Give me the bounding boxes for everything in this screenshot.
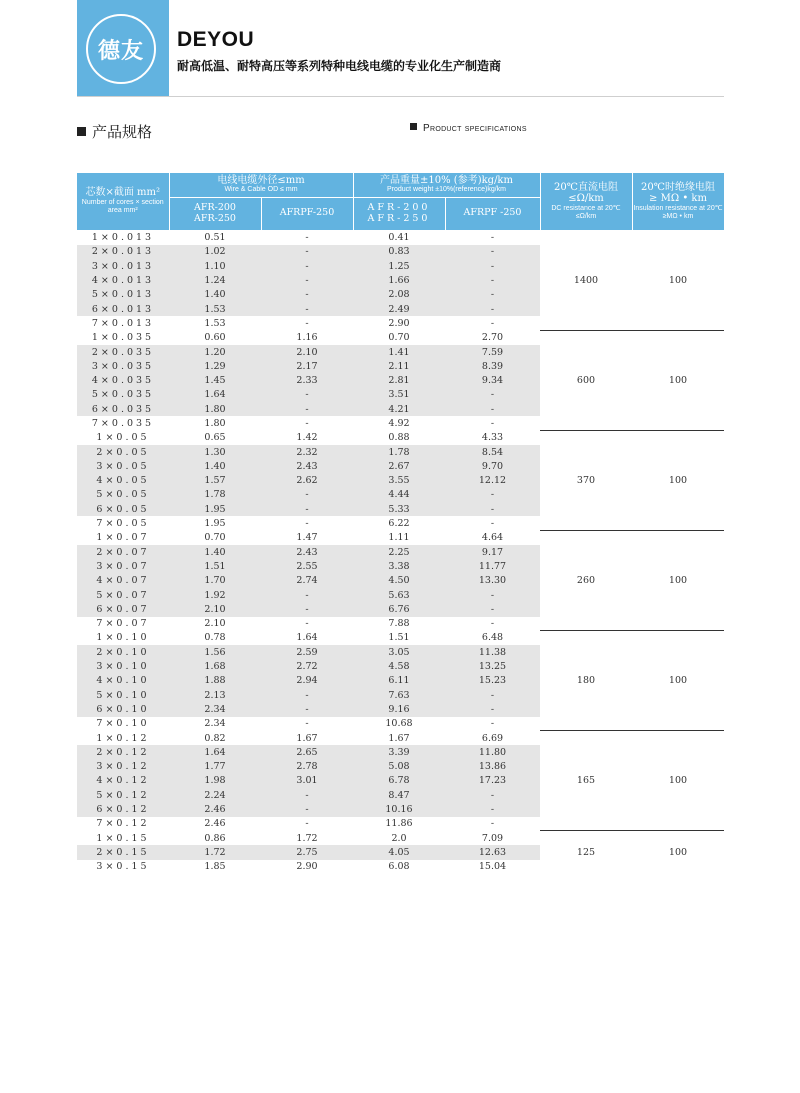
cell-od-afrpf: 2.17 [261,359,353,373]
cell-od-afrpf: 2.32 [261,445,353,459]
cell-spec: 7×0.10 [96,718,150,730]
cell-od-afrpf: - [261,388,353,402]
cell-od-afrpf: - [305,818,309,830]
cell-od-afrpf: - [261,788,353,802]
cell-od-afr: 1.95 [204,518,226,530]
cell-wt-afrpf: - [490,232,495,244]
cell-spec: 6×0.035 [77,402,169,416]
spec-table-body [77,230,724,874]
cell-od-afrpf: 2.62 [261,474,353,488]
cell-wt-afrpf: - [490,718,495,730]
cell-spec: 1×0.07 [96,532,150,544]
header-spec [77,173,169,230]
cell-wt-afr: 2.67 [353,459,445,473]
cell-wt-afr: 3.38 [353,559,445,573]
cell-od-afrpf: - [261,402,353,416]
cell-od-afrpf: - [305,317,309,329]
cell-od-afr: 1.51 [169,559,261,573]
header-dc-resistance [540,173,632,230]
section-title-cn-text: 产品规格 [92,123,153,141]
logo-text: 德友 [97,38,144,64]
cell-wt-afrpf: - [445,588,540,602]
cell-wt-afrpf: - [490,317,495,329]
cell-od-afrpf: - [261,259,353,273]
cell-od-afr: 2.34 [204,718,226,730]
cell-od-afrpf: - [261,245,353,259]
cell-insulation: 100 [632,631,724,731]
cell-od-afrpf: 1.64 [296,632,318,644]
cell-wt-afrpf: - [445,273,540,287]
logo-circle [86,14,156,84]
cell-spec: 6×0.12 [77,802,169,816]
header-insulation [632,173,724,230]
cell-od-afr: 1.80 [204,418,226,429]
cell-wt-afr: 0.83 [353,245,445,259]
cell-wt-afr: 1.25 [353,259,445,273]
cell-od-afr: 1.88 [169,674,261,688]
cell-od-afr: 1.85 [204,861,226,873]
cell-wt-afr: 5.63 [353,588,445,602]
cell-insulation: 100 [632,331,724,431]
cell-wt-afr: 1.51 [388,632,410,644]
header-spec-en: Number of cores × section area mm² [81,198,164,214]
cell-od-afr: 2.46 [204,818,226,830]
cell-wt-afr: 2.49 [353,302,445,316]
header-spec-cn: 芯数×截面 mm² [85,187,161,199]
cell-spec: 4×0.07 [77,574,169,588]
cell-od-afr: 2.34 [169,702,261,716]
cell-od-afr: 2.46 [169,802,261,816]
table-row [77,731,724,745]
cell-wt-afrpf: 11.77 [445,559,540,573]
cell-spec: 5×0.07 [77,588,169,602]
cell-od-afr: 1.40 [169,288,261,302]
cell-spec: 7×0.12 [96,818,150,830]
cell-wt-afrpf: - [445,788,540,802]
cell-od-afr: 0.51 [204,232,226,244]
cell-wt-afr: 8.47 [353,788,445,802]
cell-wt-afr: 2.11 [353,359,445,373]
cell-wt-afr: 2.25 [353,545,445,559]
cell-wt-afrpf: 13.86 [445,759,540,773]
cell-dc-resistance: 370 [540,431,632,531]
cell-wt-afr: 0.88 [388,432,410,444]
cell-wt-afrpf: - [490,818,495,830]
header-wt-afrpf: AFRPF -250 [445,197,540,230]
cell-wt-afrpf: - [445,388,540,402]
cell-wt-afrpf: 6.69 [481,732,504,744]
header-od-afr200: AFR-200 [194,201,236,213]
cell-wt-afr: 3.51 [353,388,445,402]
cell-spec: 6×0.10 [77,702,169,716]
cell-spec: 3×0.035 [77,359,169,373]
cell-od-afr: 1.98 [169,774,261,788]
header-ins-cn: 20℃时绝缘电阻 [641,181,715,193]
cell-od-afrpf: 2.65 [261,745,353,759]
cell-wt-afr: 2.0 [391,832,407,844]
cell-wt-afrpf: 17.23 [445,774,540,788]
cell-wt-afrpf: 2.70 [481,332,504,344]
header-wt-afr250: AFR-250 [367,212,431,224]
cell-spec: 4×0.05 [77,474,169,488]
brand-name: DEYOU [177,28,255,51]
header-wt-afr200: AFR-200 [367,201,431,213]
header-od-cn: 电线电缆外径≤mm [217,174,305,186]
cell-wt-afr: 6.78 [353,774,445,788]
cell-od-afr: 0.65 [204,432,226,444]
cell-spec: 5×0.013 [77,288,169,302]
cell-wt-afrpf: - [445,288,540,302]
cell-spec: 4×0.12 [77,774,169,788]
cell-wt-afr: 0.70 [388,332,410,344]
cell-wt-afr: 3.39 [353,745,445,759]
cell-od-afr: 2.10 [169,602,261,616]
cell-od-afrpf: 1.16 [296,332,318,344]
cell-od-afr: 1.40 [169,459,261,473]
cell-wt-afr: 5.33 [353,502,445,516]
cell-spec: 2×0.15 [77,845,169,859]
cell-od-afr: 0.86 [204,832,226,844]
cell-od-afr: 1.10 [169,259,261,273]
cell-wt-afr: 4.92 [388,418,410,429]
company-tagline: 耐高低温、耐特高压等系列特种电线电缆的专业化生产制造商 [177,59,502,73]
cell-od-afrpf: - [261,702,353,716]
cell-wt-afrpf: - [445,702,540,716]
cell-od-afr: 1.92 [169,588,261,602]
cell-spec: 7×0.035 [91,418,155,429]
cell-spec: 5×0.10 [77,688,169,702]
cell-spec: 4×0.035 [77,373,169,387]
header-od-en: Wire & Cable OD ≤ mm [224,186,298,194]
cell-wt-afr: 10.68 [385,718,413,730]
cell-wt-afr: 11.86 [385,818,413,830]
cell-wt-afr: 5.08 [353,759,445,773]
header-weight-en: Product weight ±10%(reference)kg/km [386,186,506,194]
cell-od-afrpf: 1.67 [296,732,318,744]
cell-od-afrpf: 2.94 [261,674,353,688]
cell-od-afr: 2.10 [204,618,226,630]
cell-wt-afrpf: 11.80 [445,745,540,759]
cell-wt-afrpf: 9.17 [445,545,540,559]
cell-wt-afr: 4.58 [353,659,445,673]
cell-wt-afrpf: - [490,518,495,530]
cell-wt-afr: 1.67 [388,732,410,744]
cell-wt-afrpf: 7.59 [445,345,540,359]
cell-wt-afrpf: 6.48 [481,632,504,644]
cell-wt-afrpf: 4.64 [481,532,504,544]
cell-wt-afrpf: 9.34 [445,373,540,387]
cell-spec: 3×0.15 [96,861,150,873]
spec-table [77,173,725,874]
cell-od-afrpf: - [305,518,309,530]
cell-od-afr: 1.68 [169,659,261,673]
cell-od-afrpf: 1.72 [296,832,318,844]
cell-wt-afrpf: - [490,418,495,429]
cell-wt-afrpf: 15.23 [445,674,540,688]
cell-od-afr: 1.20 [169,345,261,359]
cell-od-afrpf: - [261,802,353,816]
cell-od-afrpf: - [305,618,309,630]
cell-od-afrpf: - [261,302,353,316]
cell-od-afrpf: 2.43 [261,545,353,559]
cell-insulation: 100 [632,731,724,831]
cell-od-afr: 1.64 [169,745,261,759]
header-weight [353,173,540,197]
cell-od-afr: 1.56 [169,645,261,659]
cell-spec: 2×0.013 [77,245,169,259]
cell-wt-afr: 3.55 [353,474,445,488]
cell-wt-afrpf: 4.33 [481,432,504,444]
cell-od-afr: 1.30 [169,445,261,459]
cell-wt-afr: 1.78 [353,445,445,459]
section-title-en [410,123,527,134]
cell-dc-resistance: 125 [540,831,632,874]
cell-spec: 3×0.12 [77,759,169,773]
cell-od-afrpf: - [261,502,353,516]
cell-od-afr: 1.53 [169,302,261,316]
cell-od-afrpf: 2.74 [261,574,353,588]
cell-spec: 5×0.05 [77,488,169,502]
cell-wt-afrpf: - [490,618,495,630]
square-bullet-icon [77,127,86,136]
cell-od-afrpf: 2.78 [261,759,353,773]
cell-od-afrpf: 2.59 [261,645,353,659]
cell-od-afr: 1.53 [204,317,226,329]
cell-od-afr: 1.29 [169,359,261,373]
cell-wt-afr: 7.88 [388,618,410,630]
table-row [77,331,724,345]
table-row [77,431,724,445]
cell-od-afr: 1.70 [169,574,261,588]
cell-wt-afrpf: 13.25 [445,659,540,673]
cell-od-afr: 1.80 [169,402,261,416]
cell-spec: 1×0.035 [91,332,155,344]
cell-od-afrpf: 3.01 [261,774,353,788]
header-dc-en: DC resistance at 20℃ ≤Ω/km [551,204,621,220]
cell-insulation: 100 [632,230,724,331]
cell-spec: 4×0.10 [77,674,169,688]
cell-insulation: 100 [632,531,724,631]
cell-od-afrpf: - [261,602,353,616]
cell-od-afr: 0.70 [204,532,226,544]
cell-dc-resistance: 260 [540,531,632,631]
cell-wt-afr: 0.41 [388,232,410,244]
cell-od-afrpf: 1.47 [296,532,318,544]
cell-insulation: 100 [632,431,724,531]
cell-wt-afr: 7.63 [353,688,445,702]
cell-od-afrpf: - [305,232,309,244]
cell-spec: 1×0.12 [96,732,150,744]
cell-od-afr: 0.78 [204,632,226,644]
cell-wt-afr: 9.16 [353,702,445,716]
cell-wt-afrpf: - [445,402,540,416]
cell-od-afrpf: - [261,688,353,702]
cell-dc-resistance: 1400 [540,230,632,331]
cell-wt-afrpf: - [445,259,540,273]
cell-wt-afrpf: 15.04 [478,861,507,873]
cell-wt-afr: 10.16 [353,802,445,816]
cell-od-afrpf: - [305,418,309,429]
cell-spec: 2×0.12 [77,745,169,759]
cell-od-afrpf: - [261,488,353,502]
cell-spec: 2×0.05 [77,445,169,459]
cell-wt-afr: 4.21 [353,402,445,416]
cell-od-afrpf: - [261,588,353,602]
cell-wt-afr: 3.05 [353,645,445,659]
cell-od-afr: 1.72 [169,845,261,859]
cell-od-afr: 1.64 [169,388,261,402]
header-od [169,173,353,197]
cell-od-afrpf: 2.75 [261,845,353,859]
cell-spec: 1×0.10 [96,632,150,644]
cell-wt-afr: 1.11 [388,532,410,544]
cell-od-afrpf: 2.72 [261,659,353,673]
cell-wt-afr: 2.08 [353,288,445,302]
cell-insulation: 100 [632,831,724,874]
cell-spec: 3×0.10 [77,659,169,673]
cell-od-afr: 1.77 [169,759,261,773]
cell-spec: 6×0.07 [77,602,169,616]
cell-wt-afrpf: - [445,488,540,502]
cell-wt-afr: 6.08 [388,861,410,873]
cell-wt-afrpf: - [445,502,540,516]
cell-wt-afr: 1.41 [353,345,445,359]
cell-wt-afrpf: - [445,302,540,316]
cell-wt-afr: 6.22 [388,518,410,530]
cell-dc-resistance: 180 [540,631,632,731]
cell-spec: 5×0.12 [77,788,169,802]
cell-od-afrpf: 1.42 [296,432,318,444]
table-row [77,531,724,545]
cell-wt-afrpf: 12.63 [445,845,540,859]
header-wt-afr [353,197,445,230]
cell-od-afr: 1.45 [169,373,261,387]
cell-wt-afrpf: 9.70 [445,459,540,473]
cell-od-afr: 1.78 [169,488,261,502]
cell-od-afrpf: 2.33 [261,373,353,387]
cell-wt-afr: 6.76 [353,602,445,616]
cell-spec: 6×0.013 [77,302,169,316]
cell-wt-afr: 6.11 [353,674,445,688]
cell-wt-afrpf: - [445,245,540,259]
cell-dc-resistance: 165 [540,731,632,831]
section-title-cn [77,121,152,142]
cell-spec: 2×0.07 [77,545,169,559]
section-title-en-text: Product specifications [423,123,527,134]
cell-spec: 7×0.013 [91,317,155,329]
cell-od-afr: 1.24 [169,273,261,287]
header-od-afr [169,197,261,230]
cell-spec: 1×0.05 [96,432,150,444]
header-ins-en: Insulation resistance at 20℃ ≥MΩ • km [633,204,723,220]
logo-block [77,0,169,96]
cell-od-afr: 1.02 [169,245,261,259]
cell-spec: 3×0.07 [77,559,169,573]
cell-wt-afrpf: 13.30 [445,574,540,588]
cell-spec: 7×0.05 [96,518,150,530]
cell-od-afrpf: 2.43 [261,459,353,473]
cell-wt-afrpf: 7.09 [481,832,504,844]
header-weight-cn: 产品重量±10% (参考)kg/km [380,174,513,186]
header-ins-cn-unit: ≥ MΩ • km [649,193,707,205]
cell-od-afrpf: - [305,718,309,730]
cell-wt-afrpf: 8.39 [445,359,540,373]
cell-spec: 7×0.07 [96,618,150,630]
cell-wt-afr: 2.90 [388,317,410,329]
cell-od-afr: 2.24 [169,788,261,802]
cell-wt-afr: 4.44 [353,488,445,502]
cell-spec: 1×0.013 [91,232,155,244]
cell-wt-afrpf: - [445,802,540,816]
header-dc-cn-unit: ≤Ω/km [568,193,604,205]
cell-wt-afrpf: 11.38 [445,645,540,659]
cell-spec: 2×0.035 [77,345,169,359]
header-dc-cn: 20℃直流电阻 [554,181,618,193]
cell-dc-resistance: 600 [540,331,632,431]
cell-spec: 5×0.035 [77,388,169,402]
cell-od-afrpf: - [261,288,353,302]
cell-spec: 3×0.05 [77,459,169,473]
cell-spec: 2×0.10 [77,645,169,659]
cell-od-afrpf: 2.10 [261,345,353,359]
cell-wt-afr: 2.81 [353,373,445,387]
cell-spec: 4×0.013 [77,273,169,287]
cell-od-afrpf: - [261,273,353,287]
cell-spec: 6×0.05 [77,502,169,516]
header-od-afrpf: AFRPF-250 [261,197,353,230]
cell-od-afrpf: 2.55 [261,559,353,573]
cell-od-afr: 1.57 [169,474,261,488]
cell-od-afrpf: 2.90 [296,861,318,873]
square-bullet-icon [410,123,417,130]
table-row [77,230,724,245]
cell-od-afr: 0.82 [204,732,226,744]
cell-od-afr: 2.13 [169,688,261,702]
cell-wt-afrpf: 8.54 [445,445,540,459]
header-od-afr250: AFR-250 [194,212,236,224]
cell-wt-afrpf: - [445,602,540,616]
cell-spec: 3×0.013 [77,259,169,273]
table-row [77,631,724,645]
cell-od-afr: 1.95 [169,502,261,516]
cell-wt-afr: 4.05 [353,845,445,859]
cell-od-afr: 0.60 [204,332,226,344]
table-row [77,831,724,845]
cell-wt-afr: 4.50 [353,574,445,588]
header-divider [77,96,724,97]
cell-wt-afrpf: - [445,688,540,702]
cell-wt-afrpf: 12.12 [445,474,540,488]
cell-wt-afr: 1.66 [353,273,445,287]
cell-spec: 1×0.15 [96,832,150,844]
cell-od-afr: 1.40 [169,545,261,559]
